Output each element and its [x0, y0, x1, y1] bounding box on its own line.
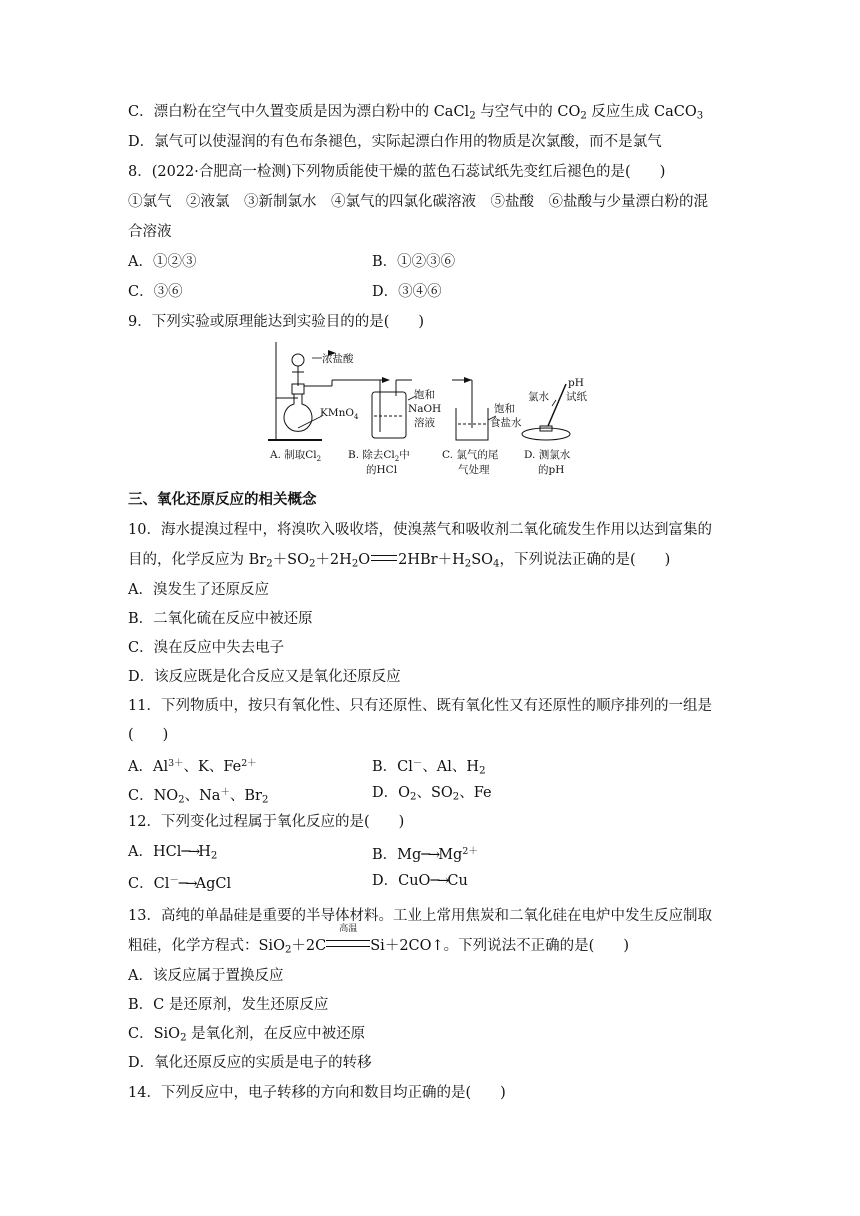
q10-option-b: B．二氧化硫在反应中被还原	[128, 611, 313, 627]
label-saturated-1: 饱和	[414, 389, 435, 401]
apparatus-diagram	[262, 340, 598, 480]
label-test-paper: 试纸	[566, 391, 587, 403]
q9-apparatus-figure	[262, 340, 598, 480]
glass-rod	[548, 384, 566, 426]
arrow-icon: ─→	[421, 847, 439, 864]
q7-option-c: C．漂白粉在空气中久置变质是因为漂白粉中的 CaCl$_2$ 与空气中的 $CO_2$ 反应生成 CaCO$_3$	[128, 104, 704, 122]
high-temperature-equals-sign: 高温	[326, 936, 370, 956]
label-kmno4: KMnO$_4$	[320, 407, 359, 421]
funnel-bulb	[292, 354, 304, 366]
q13-option-a: A．该反应属于置换反应	[128, 968, 284, 984]
q10-option-a: A．溴发生了还原反应	[128, 582, 269, 598]
q11-stem-line1: 11．下列物质中，按只有氧化性、只有还原性、既有氧化性又有还原性的顺序排列的一组是	[128, 698, 712, 714]
q12-option-a: A．$HCl─\to H_2$	[128, 844, 218, 862]
q11-option-d: D．$O_2$、$SO_2$、Fe	[372, 785, 492, 803]
q10-option-d: D．该反应既是化合反应又是氧化还原反应	[128, 669, 401, 685]
caption-a: A. 制取$Cl_2$	[270, 449, 322, 463]
label-leader-chlorine-water	[552, 400, 556, 406]
label-saturated-2: 饱和	[494, 403, 515, 415]
flow-arrow-c	[464, 377, 472, 383]
label-ph: pH	[568, 377, 584, 389]
caption-d-line1: D. 测氯水	[524, 449, 571, 461]
label-solution: 溶液	[414, 417, 435, 429]
watch-glass	[522, 428, 570, 440]
equals-sign	[371, 555, 397, 561]
q8-items-line2: 合溶液	[128, 224, 172, 240]
q12-stem: 12．下列变化过程属于氧化反应的是( )	[128, 814, 405, 830]
flow-arrow-b	[382, 377, 390, 383]
q13-stem-line1: 13．高纯的单晶硅是重要的半导体材料。工业上常用焦炭和二氧化硅在电炉中发生反应制取	[128, 908, 712, 924]
q11-option-c: C．$NO_2$、Na＋、$Br_2$	[128, 787, 269, 806]
q8-option-a: A．①②③	[128, 254, 197, 270]
q9-stem: 9．下列实验或原理能达到实验目的的是( )	[128, 314, 425, 330]
q10-stem-line1: 10．海水提溴过程中，将溴吹入吸收塔，使溴蒸气和吸收剂二氧化硫发生作用以达到富集的	[128, 522, 712, 538]
caption-c-line1: C. 氯气的尾	[442, 449, 499, 461]
arrow-icon: ─→	[178, 876, 196, 893]
q12-option-d: D．CuO─→Cu	[372, 873, 468, 889]
label-leader-kmno4	[298, 416, 322, 428]
q7-option-d: D．氯气可以使湿润的有色布条褪色，实际起漂白作用的物质是次氯酸，而不是氯气	[128, 134, 662, 150]
q12-option-c: C．Cl－─→AgCl	[128, 875, 232, 893]
q14-stem: 14．下列反应中，电子转移的方向和数目均正确的是( )	[128, 1085, 506, 1101]
label-conc-hcl: 浓盐酸	[322, 353, 354, 365]
q8-items-line1: ①氯气 ②液氯 ③新制氯水 ④氯气的四氯化碳溶液 ⑤盐酸 ⑥盐酸与少量漂白粉的混	[128, 194, 708, 210]
q13-stem-line2: 粗硅，化学方程式：SiO$_2$＋2C 高温 Si＋2CO↑。下列说法不正确的是( )	[128, 924, 629, 956]
q13-option-d: D．氧化还原反应的实质是电子的转移	[128, 1055, 372, 1071]
caption-c-line2: 气处理	[458, 464, 490, 476]
q8-stem: 8．(2022·合肥高一检测)下列物质能使干燥的蓝色石蕊试纸先变红后褪色的是( )	[128, 164, 666, 180]
q10-stem-line2: 目的，化学反应为 $Br_2+SO_2+2H_2O$ $2HBr+H_2SO_4$，下列说法正确的是( )	[128, 552, 671, 570]
wash-bottle	[372, 392, 406, 438]
caption-d-line2: 的pH	[538, 464, 565, 476]
q8-option-d: D．③④⑥	[372, 284, 442, 300]
section-title: 三、氧化还原反应的相关概念	[128, 491, 317, 508]
caption-b-line1: B. 除去$Cl_2$中	[348, 449, 410, 463]
q12-option-b: B．$Mg─\to Mg^{2+}$	[372, 846, 478, 864]
q11-stem-line2: ( )	[128, 727, 169, 743]
arrow-icon: ─→	[430, 873, 448, 889]
label-brine: 食盐水	[490, 417, 522, 429]
q8-option-b: B．①②③⑥	[372, 254, 456, 270]
q10-option-c: C．溴在反应中失去电子	[128, 640, 285, 656]
q13-option-c: C．SiO$_2$ 是氧化剂，在反应中被还原	[128, 1026, 366, 1044]
label-chlorine-water: 氯水	[528, 391, 549, 403]
round-flask	[284, 394, 312, 431]
caption-b-line2: 的HCl	[366, 464, 398, 476]
label-naoh: NaOH	[408, 403, 442, 415]
arrow-icon: ─→	[181, 844, 199, 860]
q11-option-b: B．Cl－、Al、$H_2$	[372, 758, 486, 777]
q13-option-b: B．C 是还原剂，发生还原反应	[128, 997, 329, 1013]
q8-option-c: C．③⑥	[128, 284, 183, 300]
q11-option-a: A．$Al^{3+}$、K、$Fe^{2+}$	[128, 758, 257, 776]
